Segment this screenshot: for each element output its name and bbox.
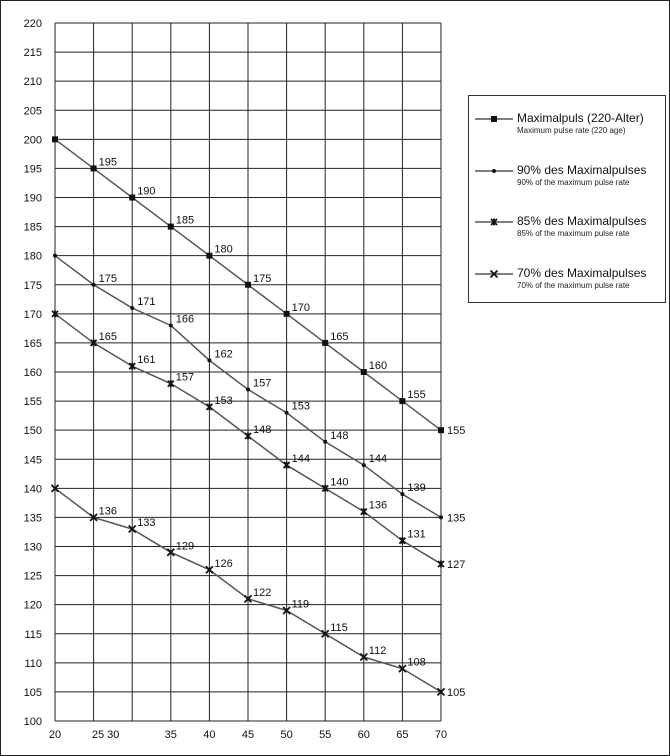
data-point [284, 311, 290, 317]
data-label: 153 [214, 394, 233, 407]
legend-item-70 [475, 266, 665, 296]
y-tick-label: 125 [23, 570, 42, 583]
data-point [361, 369, 367, 375]
data-label: 131 [407, 528, 426, 541]
y-tick-label: 110 [24, 657, 42, 670]
y-tick-label: 135 [23, 512, 42, 525]
data-point [439, 515, 443, 519]
data-point [207, 358, 211, 362]
data-label: 160 [368, 360, 388, 372]
data-label: 155 [407, 389, 426, 402]
data-label: 175 [98, 272, 117, 285]
data-point [129, 363, 135, 370]
data-label: 133 [137, 517, 156, 530]
data-point [285, 411, 289, 415]
data-point [245, 432, 251, 439]
x-marker-icon [475, 268, 513, 280]
star-marker-icon [475, 216, 513, 228]
data-point [438, 560, 444, 567]
data-label: 157 [175, 371, 195, 384]
y-tick-label: 140 [23, 483, 42, 496]
data-label: 166 [175, 313, 195, 326]
y-tick-label: 185 [23, 221, 42, 234]
data-label: 175 [253, 272, 272, 285]
data-label: 162 [214, 348, 233, 361]
data-point [245, 282, 251, 288]
y-tick-label: 105 [23, 686, 42, 699]
data-label: 108 [407, 656, 426, 669]
y-tick-label: 150 [23, 425, 42, 438]
data-label: 144 [291, 453, 310, 466]
y-tick-label: 160 [23, 367, 42, 379]
legend-item-90 [475, 163, 665, 193]
data-label: 136 [368, 499, 388, 512]
y-tick-label: 220 [23, 18, 42, 30]
data-label: 122 [253, 586, 272, 599]
y-tick-label: 210 [23, 76, 42, 89]
x-tick-label: 70 [434, 729, 448, 741]
data-label: 171 [137, 296, 156, 309]
data-label: 129 [175, 540, 195, 553]
data-label: 185 [175, 214, 195, 227]
data-label: 136 [98, 505, 117, 518]
data-label: 165 [98, 330, 117, 343]
y-tick-label: 190 [23, 192, 42, 205]
data-label: 155 [447, 425, 466, 438]
data-point [129, 195, 135, 201]
data-point [92, 283, 96, 287]
legend-label: 90% des Maximalpulses [517, 163, 647, 177]
y-tick-label: 205 [23, 105, 42, 118]
square-marker-icon [475, 113, 513, 125]
data-point [91, 165, 97, 171]
legend [468, 95, 666, 303]
legend-label: 70% des Maximalpulses [517, 266, 647, 280]
data-point [284, 462, 290, 469]
y-tick-label: 170 [23, 308, 42, 321]
legend-item-85 [475, 214, 665, 244]
x-tick-label: 60 [357, 729, 370, 741]
data-point [206, 403, 212, 410]
data-point [206, 253, 212, 259]
x-tick-label: 55 [319, 729, 332, 741]
data-point [52, 136, 58, 142]
data-label: 127 [447, 558, 466, 571]
data-point [400, 492, 404, 496]
legend-sublabel: 85% of the maximum pulse rate [517, 229, 630, 238]
data-label: 148 [330, 429, 349, 442]
data-label: 148 [253, 423, 272, 436]
y-tick-label: 120 [23, 599, 42, 612]
legend-label: 85% des Maximalpulses [517, 214, 647, 228]
dot-marker-icon [475, 165, 513, 177]
data-point [399, 398, 405, 404]
x-tick-label: 45 [241, 729, 255, 741]
x-tick-label: 20 [48, 729, 62, 741]
data-label: 180 [214, 243, 233, 256]
data-point [53, 254, 57, 258]
y-tick-label: 195 [23, 163, 42, 176]
y-tick-label: 215 [23, 47, 42, 60]
y-tick-label: 155 [23, 396, 42, 409]
data-label: 112 [368, 645, 387, 658]
legend-sublabel: 70% of the maximum pulse rate [517, 281, 630, 290]
data-point [438, 427, 444, 433]
y-tick-label: 165 [23, 337, 42, 350]
data-label: 170 [291, 301, 310, 314]
data-point [169, 323, 173, 327]
data-point [361, 508, 367, 515]
data-label: 105 [447, 686, 466, 699]
data-label: 195 [98, 156, 117, 169]
data-label: 139 [407, 482, 426, 495]
legend-sublabel: Maximum pulse rate (220 age) [517, 126, 626, 135]
data-label: 126 [214, 557, 233, 570]
data-label: 140 [330, 476, 349, 489]
x-tick-label: 40 [203, 729, 216, 741]
data-label: 153 [291, 400, 310, 413]
data-label: 161 [137, 354, 156, 367]
x-tick-label: 35 [164, 729, 177, 741]
y-tick-label: 145 [23, 454, 42, 467]
data-point [130, 306, 134, 310]
legend-sublabel: 90% of the maximum pulse rate [517, 178, 630, 187]
data-point [168, 380, 174, 387]
data-point [362, 463, 366, 467]
data-point [246, 387, 250, 391]
data-label: 157 [253, 377, 272, 390]
data-point [168, 224, 174, 230]
x-tick-label: 25 30 [91, 729, 120, 741]
data-point [322, 340, 328, 346]
y-tick-label: 115 [24, 628, 42, 641]
x-tick-label: 65 [396, 729, 409, 741]
data-point [399, 537, 405, 544]
y-tick-label: 175 [23, 279, 42, 292]
x-tick-label: 50 [280, 729, 293, 741]
y-tick-label: 130 [23, 541, 42, 554]
data-label: 115 [330, 621, 348, 634]
data-label: 190 [137, 185, 156, 198]
data-point [323, 440, 327, 444]
data-label: 165 [330, 330, 349, 343]
legend-label: Maximalpuls (220-Alter) [517, 111, 644, 125]
data-label: 119 [291, 598, 310, 611]
legend-item-max [475, 111, 665, 141]
y-tick-label: 180 [23, 250, 42, 263]
y-tick-label: 100 [23, 716, 42, 728]
data-label: 144 [368, 453, 388, 466]
y-tick-label: 200 [23, 134, 42, 147]
data-label: 135 [447, 512, 466, 525]
